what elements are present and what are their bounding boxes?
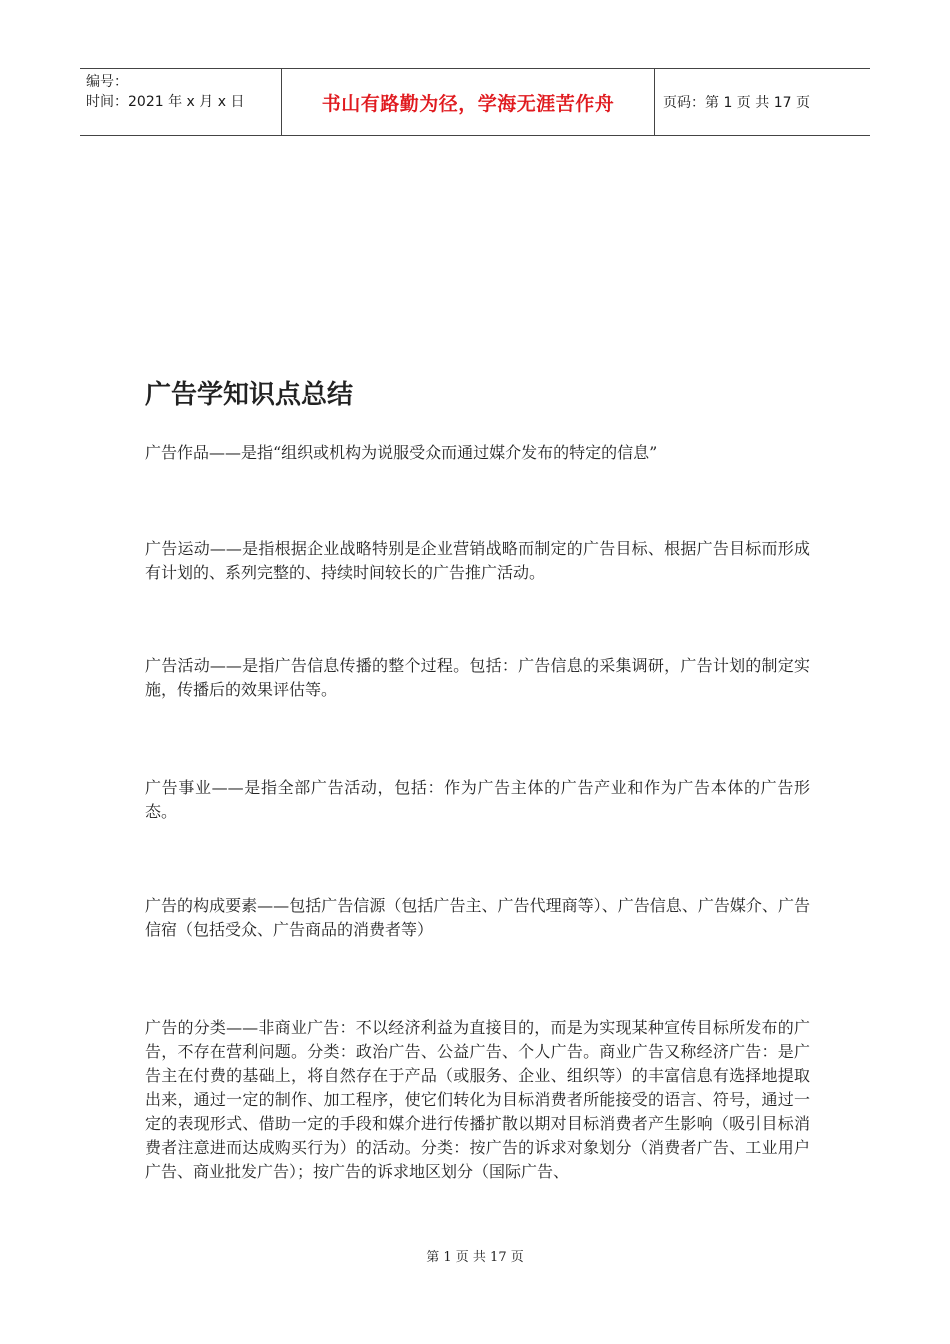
- paragraph-ad-elements: 广告的构成要素——包括广告信源（包括广告主、广告代理商等）、广告信息、广告媒介、广告信宿（包括受众、广告商品的消费者等）: [145, 896, 810, 939]
- paragraph-ad-work: 广告作品——是指“组织或机构为说服受众而通过媒介发布的特定的信息”: [145, 443, 658, 462]
- motto-text: 书山有路勤为径，学海无涯苦作舟: [321, 92, 615, 115]
- paragraph-ad-classification: 广告的分类——非商业广告：不以经济利益为直接目的，而是为实现某种宣传目标所发布的广告，不存在营利问题。分类：政治广告、公益广告、个人广告。商业广告又称经济广告：是广告主在付费的基础上，将自然存在于产品（或服务、企业、组织等）的丰富信息有选择地提取出来，通过一定的制作、加工程序，使它们转化为目标消费者所能接受的语言、符号，通过一定的表现形式、借助一定的手段和媒介进行传播扩散以期对目标消费者产生影响（吸引目标消费者注意进而达成购买行为）的活动。分类：按广告的诉求对象划分（消费者广告、工业用户广告、商业批发广告）；按广告的诉求地区划分（国际广告、: [145, 1018, 810, 1181]
- paragraph-ad-industry: 广告事业——是指全部广告活动，包括：作为广告主体的广告产业和作为广告本体的广告形态。: [145, 778, 810, 821]
- document-title: 广告学知识点总结: [145, 380, 354, 410]
- motto-cell: [282, 69, 655, 135]
- date-label: 时间：2021 年 x 月 x 日: [86, 94, 245, 110]
- page-info-text: 页码：第 1 页 共 17 页: [663, 95, 810, 111]
- page-info-cell: [655, 69, 870, 135]
- header-meta-cell: [80, 69, 282, 135]
- number-label: 编号：: [86, 74, 128, 90]
- header-table: [80, 68, 870, 136]
- page-footer: 第 1 页 共 17 页: [426, 1250, 524, 1265]
- paragraph-ad-activity: 广告活动——是指广告信息传播的整个过程。包括：广告信息的采集调研，广告计划的制定实施，传播后的效果评估等。: [145, 656, 810, 699]
- paragraph-ad-campaign: 广告运动——是指根据企业战略特别是企业营销战略而制定的广告目标、根据广告目标而形成有计划的、系列完整的、持续时间较长的广告推广活动。: [145, 539, 810, 582]
